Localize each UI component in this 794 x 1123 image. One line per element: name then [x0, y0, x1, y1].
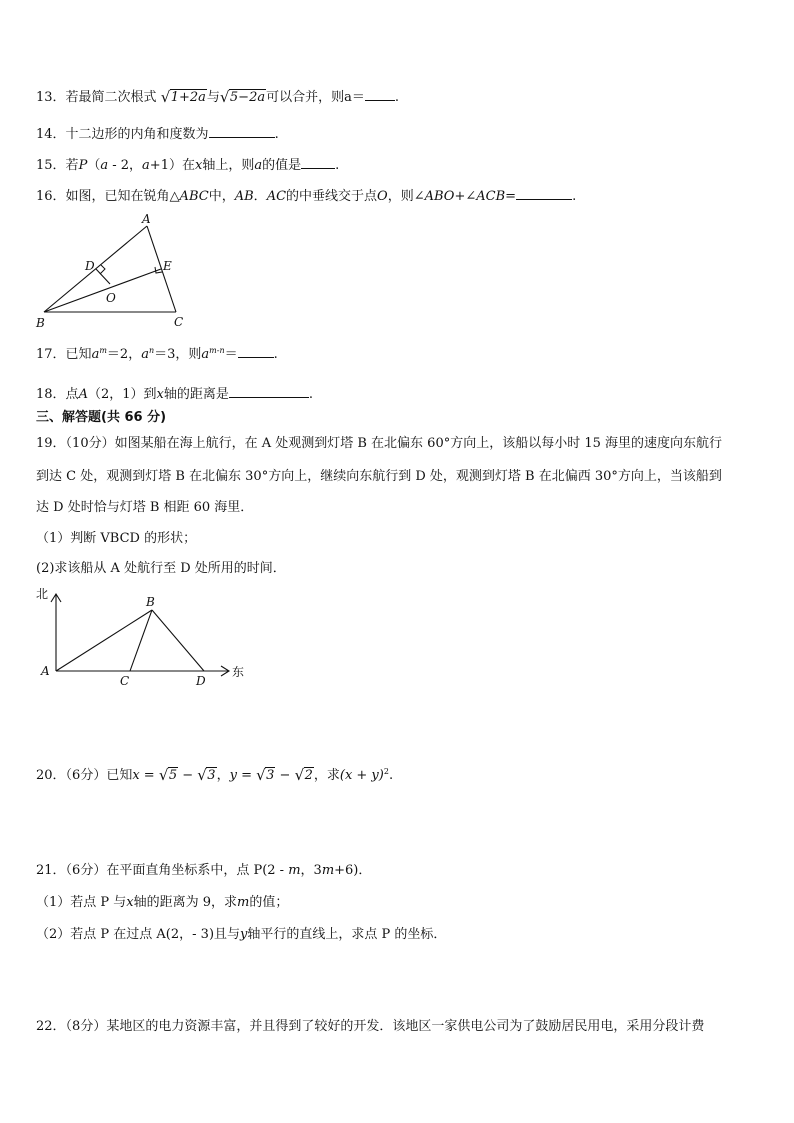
label-d: D [85, 259, 95, 273]
question-18 [36, 385, 313, 404]
q21-sub1-text-b: 轴的距离为 9，求 [133, 895, 238, 910]
q16-answer-blank[interactable] [516, 187, 572, 200]
q16-end: . [572, 189, 577, 204]
q18-var-x: x [156, 387, 164, 402]
q19-sub-2: (2)求该船从 A 处航行至 D 处所用的时间． [36, 561, 286, 576]
q13-text-3: 可以合并，则a＝ [266, 90, 365, 105]
q16-number: 16． [36, 189, 66, 204]
q17-end: . [273, 347, 278, 362]
q16-text-3: ． [253, 189, 267, 204]
label-east: 东 [232, 665, 245, 679]
q21-var-m2: m [321, 863, 335, 878]
q15-end: . [335, 158, 340, 173]
q16-text-5: ，则∠ [387, 189, 425, 204]
q15-text-5: 轴上，则 [202, 158, 255, 173]
q19-line-1: 19．（10分）如图某船在海上航行，在 A 处观测到灯塔 B 在北偏东 60°方向上，该船以每小时 15 海里的速度向东航行 [36, 436, 723, 451]
q14-end: . [274, 127, 279, 142]
q21-sub2-text-b: 轴平行的直线上，求点 P 的坐标． [247, 927, 447, 942]
question-17 [36, 342, 278, 364]
label-e: E [163, 259, 172, 273]
label-a: A [41, 664, 50, 678]
q15-var-a3: a [254, 158, 263, 173]
q20-minus-1: − [178, 768, 198, 783]
label-d: D [196, 674, 206, 688]
q16-abo: ABO [424, 189, 455, 204]
q20-comma: ， [216, 768, 230, 783]
q14-answer-blank[interactable] [209, 125, 275, 138]
q20-text-2: ，求 [313, 768, 340, 783]
q15-var-x: x [194, 158, 203, 173]
q16-text-6: +∠ [454, 189, 477, 204]
q13-radical-2: √ 5−2a [219, 88, 266, 106]
q14-number: 14． [36, 127, 66, 142]
q18-text-3: 轴的距离是 [163, 387, 229, 402]
q17-text-4: ＝ [224, 347, 238, 362]
q20-eq-1: = [139, 768, 159, 783]
q16-text: 如图，已知在锐角 [65, 189, 170, 204]
q15-var-P: P [78, 158, 88, 173]
q18-text-2: （2，1）到 [87, 387, 157, 402]
label-b: B [36, 316, 45, 330]
q19-navigation-figure [34, 584, 254, 690]
q21-sub2-text-a: （2）若点 P 在过点 A(2，- 3)且与 [36, 927, 241, 942]
label-a: A [142, 212, 151, 226]
q20-text: 20．（6分）已知 [36, 768, 133, 783]
question-13 [36, 88, 399, 107]
q20-radical-5: √ 5 [158, 766, 178, 784]
q13-radical-1: √ 1+2a [160, 88, 206, 106]
q13-end: . [394, 90, 399, 105]
q17-var-a2: a [141, 347, 149, 362]
q15-var-a2: a [142, 158, 150, 173]
q21-sub1-text-c: 的值； [249, 895, 289, 910]
segment-ab [44, 226, 147, 312]
q16-text-2: 中， [208, 189, 235, 204]
q21-var-x: x [126, 895, 134, 910]
label-b: B [146, 595, 155, 609]
q21-var-m3: m [237, 895, 250, 910]
question-16 [36, 187, 576, 206]
q20-radical-3b: √ 3 [256, 766, 275, 784]
q18-text: 点 [65, 387, 79, 402]
q17-exp-n: n [148, 346, 155, 355]
q18-answer-blank[interactable] [229, 385, 309, 398]
q21-sub1-text-a: （1）若点 P 与 [36, 895, 127, 910]
segment-ab [56, 610, 152, 671]
q13-text-2: 与 [206, 90, 220, 105]
q13-radicand-2: 5−2a [229, 90, 266, 105]
label-north: 北 [36, 587, 49, 601]
q13-radicand-1: 1+2a [170, 90, 206, 105]
q21-var-y: y [240, 927, 248, 942]
q21-sub-2 [36, 926, 446, 944]
q21-var-m1: m [288, 863, 301, 878]
right-angle-mark-d [100, 265, 105, 274]
q14-text: 十二边形的内角和度数为 [65, 127, 209, 142]
q16-ab: AB [234, 189, 254, 204]
q15-var-a1: a [100, 158, 109, 173]
q19-sub-1: （1）判断 VBCD 的形状； [36, 531, 197, 546]
q13-text: 若最简二次根式 [65, 90, 157, 105]
q13-answer-blank[interactable] [365, 88, 395, 101]
q16-acb: ACB [476, 189, 506, 204]
q16-triangle-figure [30, 212, 200, 334]
q15-text: 若 [65, 158, 79, 173]
q20-minus-2: − [275, 768, 295, 783]
q18-end: . [308, 387, 313, 402]
q21-text-1b: ，3 [300, 863, 322, 878]
question-15 [36, 156, 339, 175]
q20-radicand-2: 2 [304, 768, 313, 783]
q21-line-1 [36, 862, 371, 880]
q17-text-2: ＝2， [106, 347, 142, 362]
q15-text-3: - 2， [108, 158, 143, 173]
q15-text-6: 的值是 [262, 158, 302, 173]
q15-text-4: +1）在 [149, 158, 195, 173]
segment-bc [130, 610, 152, 671]
q17-exp-m: m [99, 346, 107, 355]
q18-var-A: A [78, 387, 88, 402]
q20-radicand-3b: 3 [266, 768, 275, 783]
q21-sub-1 [36, 894, 288, 912]
q20-radical-3a: √ 3 [197, 766, 216, 784]
q17-number: 17． [36, 347, 66, 362]
q16-triangle: △ABC [169, 189, 209, 204]
label-c: C [120, 674, 130, 688]
q19-line-3: 达 D 处时恰与灯塔 B 相距 60 海里． [36, 500, 254, 515]
q20-var-y: y [229, 768, 237, 783]
label-o: O [106, 291, 116, 305]
q15-answer-blank[interactable] [301, 156, 335, 169]
q20-var-x: x [132, 768, 140, 783]
q20-radicand-3a: 3 [207, 768, 216, 783]
q20-exponent: 2 [383, 767, 389, 776]
q17-exp-mn: m-n [209, 346, 225, 355]
q15-text-2: （ [87, 158, 101, 173]
segment-bd [152, 610, 204, 671]
q17-text-3: ＝3，则 [154, 347, 202, 362]
label-c: C [174, 315, 184, 329]
q17-var-a1: a [91, 347, 100, 362]
q20-radicand-5: 5 [168, 768, 178, 783]
q20-expression: (x + y) [339, 768, 384, 783]
section-3-heading: 三、解答题(共 66 分) [36, 410, 167, 425]
q16-ac: AC [266, 189, 287, 204]
q16-text-7: = [505, 189, 517, 204]
q20-radical-2: √ 2 [294, 766, 313, 784]
q13-number: 13． [36, 90, 66, 105]
q22-line-1: 22．（8分）某地区的电力资源丰富，并且得到了较好的开发．该地区一家供电公司为了鼓励居民用电，采用分段计费 [36, 1019, 705, 1034]
q17-text: 已知 [65, 347, 92, 362]
q17-var-a3: a [201, 347, 210, 362]
q16-o: O [377, 189, 388, 204]
q15-number: 15． [36, 158, 66, 173]
q20-eq-2: = [236, 768, 257, 783]
q17-answer-blank[interactable] [238, 345, 274, 358]
q21-text-1a: 21．（6分）在平面直角坐标系中，点 P(2 - [36, 863, 289, 878]
q18-number: 18． [36, 387, 66, 402]
q20-end: . [388, 768, 394, 783]
q16-text-4: 的中垂线交于点 [286, 189, 378, 204]
question-20 [36, 763, 393, 785]
question-14 [36, 125, 279, 144]
q21-text-1c: +6)． [334, 863, 372, 878]
q19-line-2: 到达 C 处，观测到灯塔 B 在北偏东 30°方向上，继续向东航行到 D 处，观测到灯塔 B 在北偏西 30°方向上，当该船到 [36, 469, 722, 484]
